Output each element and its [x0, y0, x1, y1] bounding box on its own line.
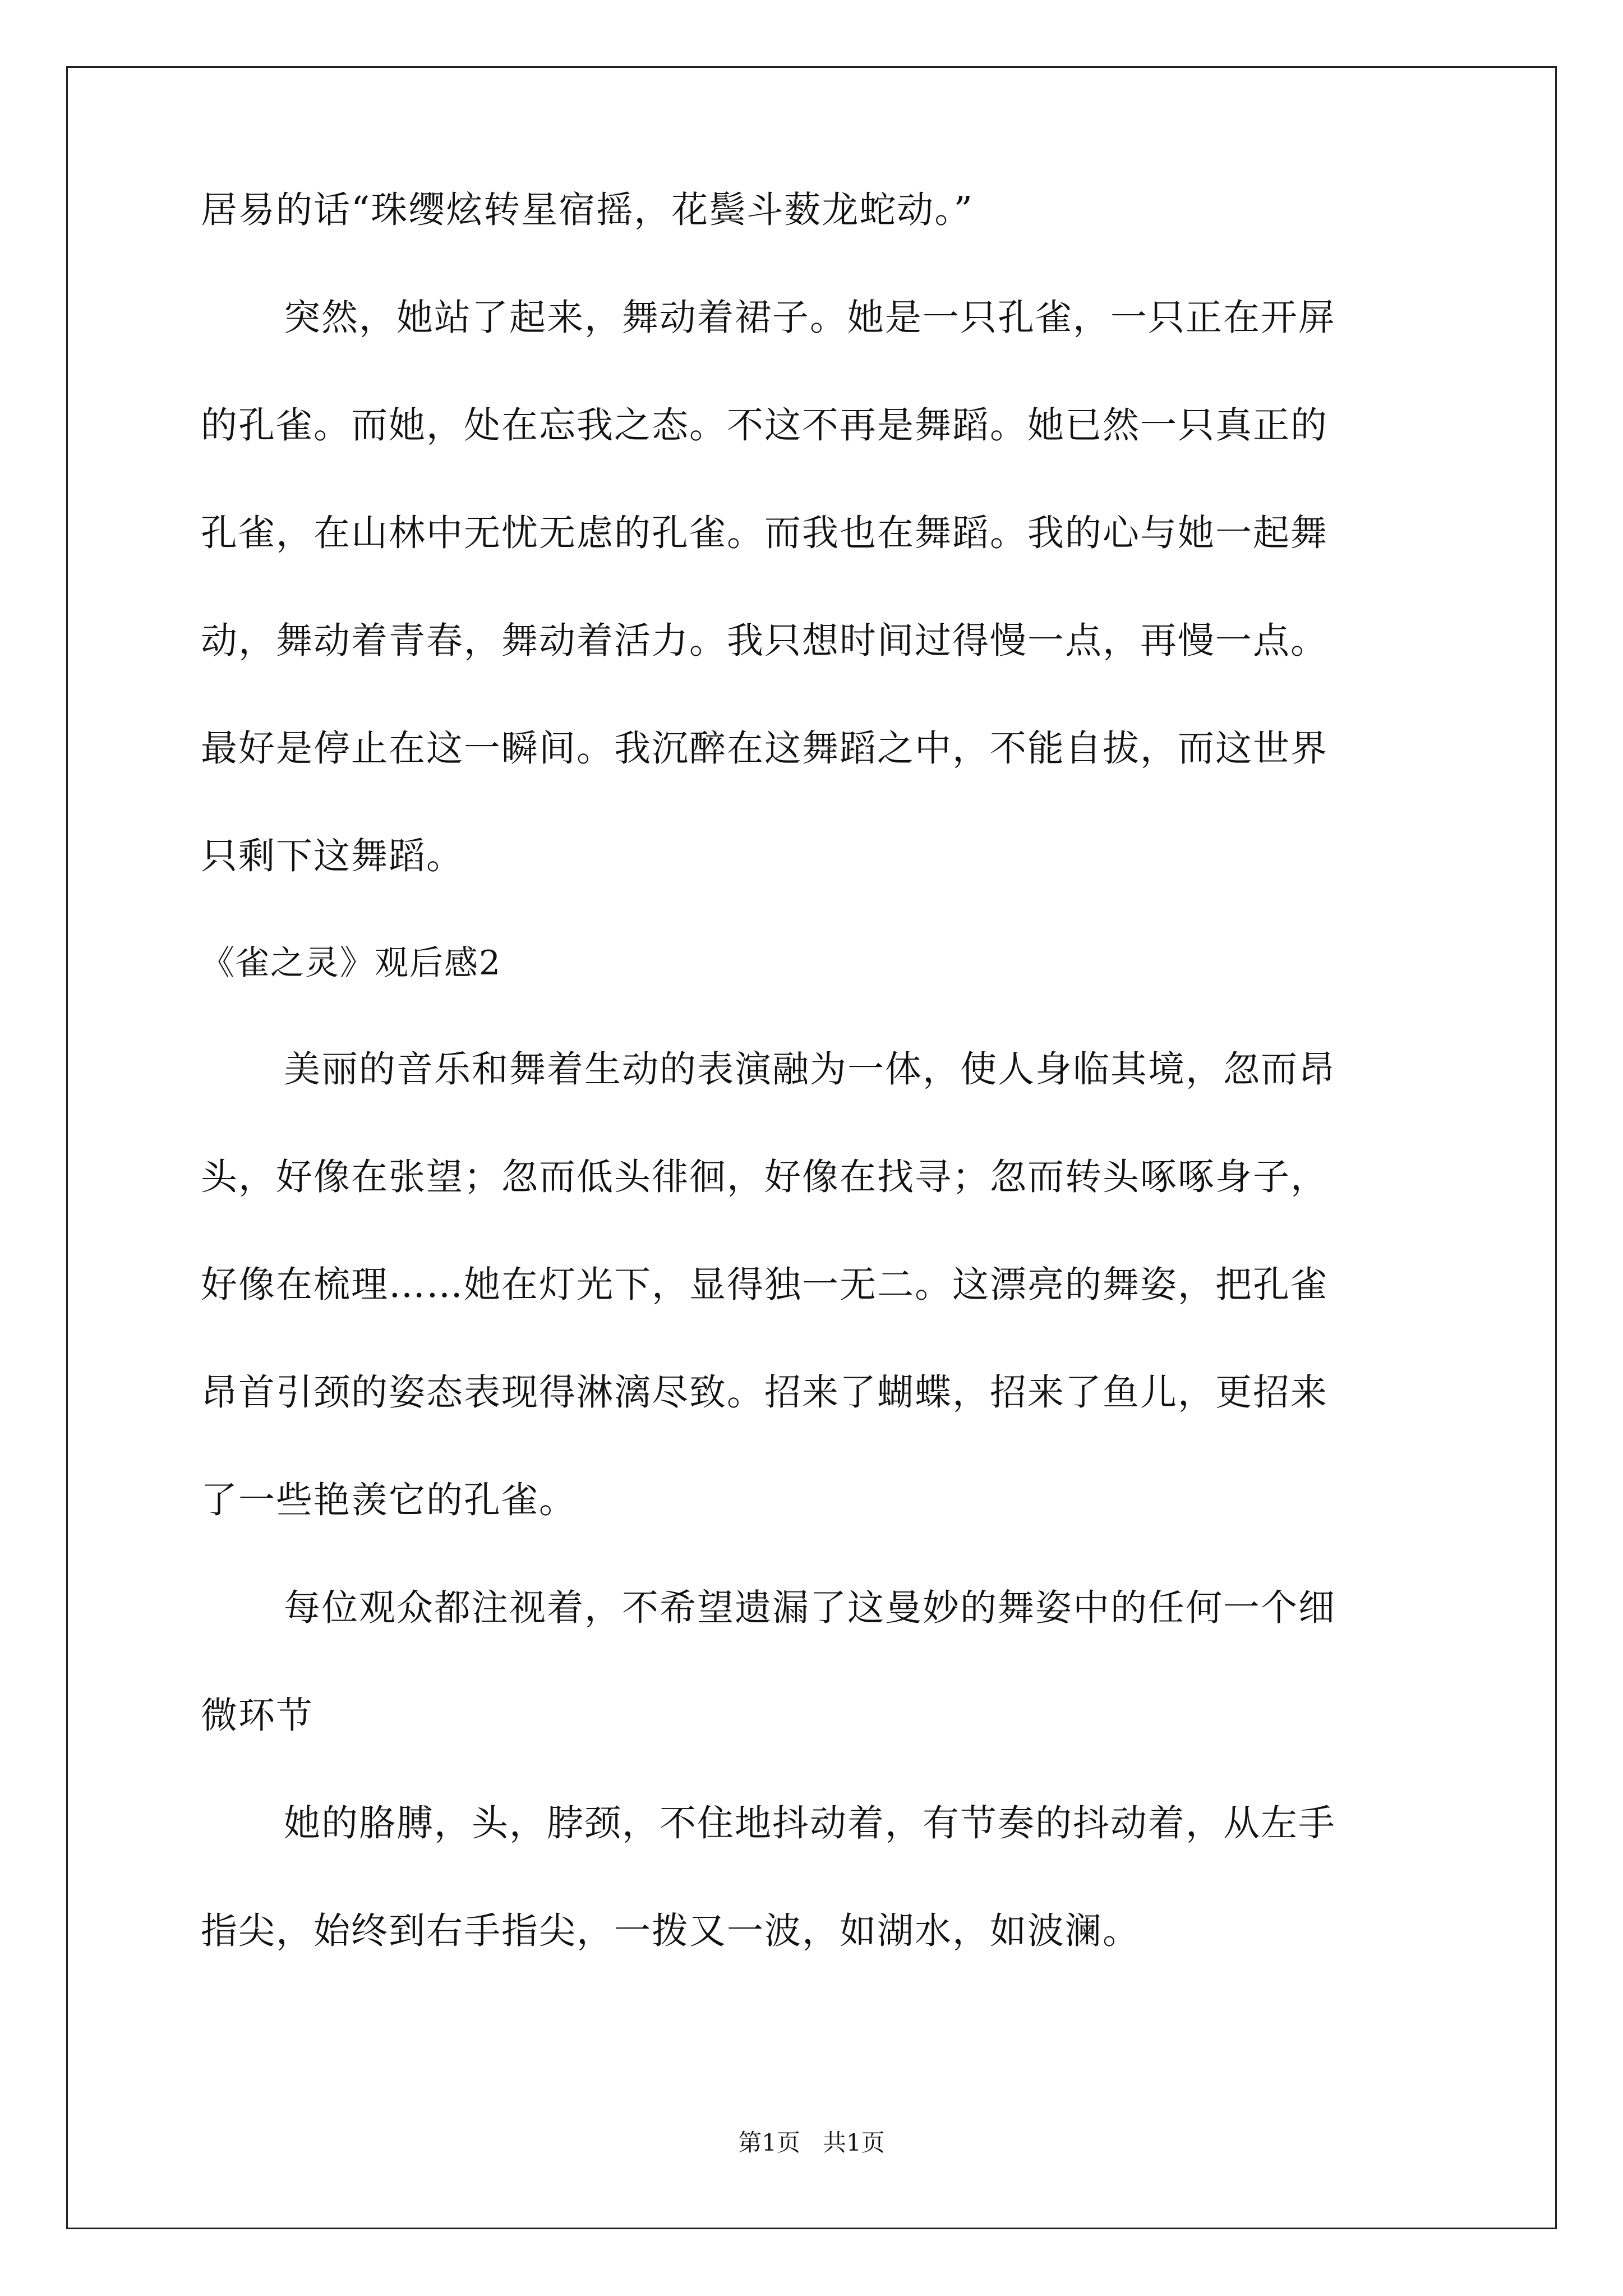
section-heading: 《雀之灵》观后感2	[201, 944, 502, 983]
paragraph-line: 居易的话“珠缨炫转星宿摇，花鬓斗薮龙蛇动。”	[201, 189, 974, 231]
paragraph-line: 她的胳膊，头，脖颈，不住地抖动着，有节奏的抖动着，从左手	[284, 1802, 1336, 1844]
paragraph-line: 每位观众都注视着，不希望遗漏了这曼妙的舞姿中的任何一个细	[284, 1587, 1336, 1629]
page-footer: 第1页 共1页	[738, 2129, 885, 2156]
page-border	[66, 66, 1557, 2229]
paragraph-line: 最好是停止在这一瞬间。我沉醉在这舞蹈之中，不能自拔，而这世界	[201, 728, 1329, 770]
paragraph-line: 微环节	[201, 1695, 314, 1737]
paragraph-line: 了一些艳羡它的孔雀。	[201, 1479, 577, 1521]
paragraph-line: 只剩下这舞蹈。	[201, 835, 464, 877]
paragraph-line: 的孔雀。而她，处在忘我之态。不这不再是舞蹈。她已然一只真正的	[201, 404, 1329, 447]
paragraph-line: 突然，她站了起来，舞动着裙子。她是一只孔雀，一只正在开屏	[284, 297, 1336, 339]
paragraph-line: 头，好像在张望；忽而低头徘徊，好像在找寻；忽而转头啄啄身子，	[201, 1156, 1329, 1198]
paragraph-line: 动，舞动着青春，舞动着活力。我只想时间过得慢一点，再慢一点。	[201, 620, 1329, 662]
paragraph-line: 好像在梳理……她在灯光下，显得独一无二。这漂亮的舞姿，把孔雀	[201, 1264, 1329, 1306]
paragraph-line: 孔雀，在山林中无忧无虑的孔雀。而我也在舞蹈。我的心与她一起舞	[201, 512, 1329, 554]
paragraph-line: 昂首引颈的姿态表现得淋漓尽致。招来了蝴蝶，招来了鱼儿，更招来	[201, 1372, 1329, 1414]
paragraph-line: 指尖，始终到右手指尖，一拨又一波，如湖水，如波澜。	[201, 1910, 1141, 1952]
paragraph-line: 美丽的音乐和舞着生动的表演融为一体，使人身临其境，忽而昂	[284, 1048, 1336, 1091]
